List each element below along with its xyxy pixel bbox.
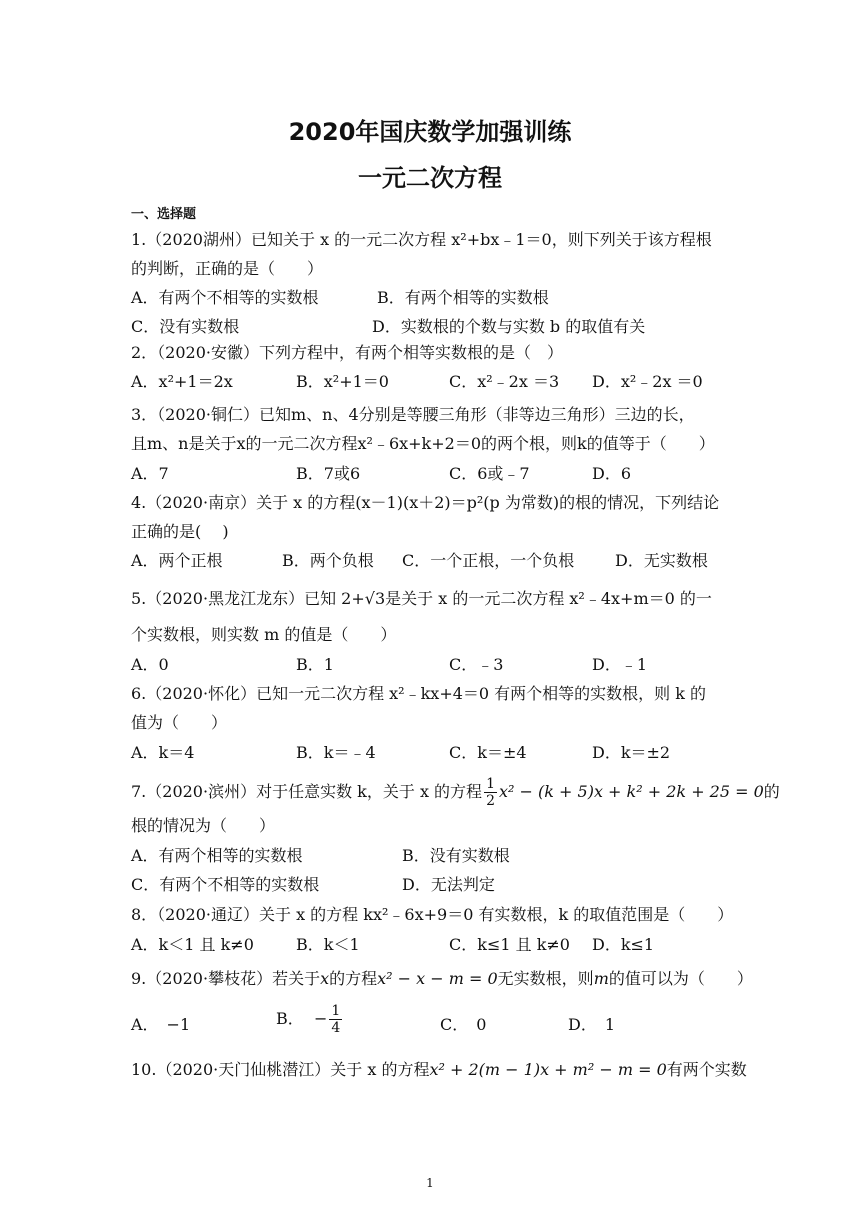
question-6-option-c: C．k＝±4 — [449, 743, 527, 762]
question-7-suffix: 的 — [763, 782, 780, 801]
question-2-line-1: 2．（2020·安徽）下列方程中，有两个相等实数根的是（ ） — [131, 343, 563, 362]
question-5-option-a: A．0 — [131, 655, 169, 674]
question-7-option-d: D．无法判定 — [402, 875, 495, 894]
question-9-suffix: 的值可以为（ ） — [608, 969, 753, 988]
question-2-option-c: C．x²﹣2x ＝3 — [449, 372, 560, 391]
question-6-option-b: B．k＝﹣4 — [296, 743, 376, 762]
question-5-line-1: 5.（2020·黑龙江龙东）已知 2+√3是关于 x 的一元二次方程 x²﹣4x+m＝0 的一 — [131, 589, 712, 608]
question-9-line-1 — [131, 969, 753, 989]
question-4-option-b: B．两个负根 — [282, 551, 374, 570]
question-10-suffix: 有两个实数 — [666, 1060, 747, 1079]
question-8-line-1: 8．（2020·通辽）关于 x 的方程 kx²﹣6x+9＝0 有实数根，k 的取值范围是（ ） — [131, 905, 734, 924]
question-7-line-2: 根的情况为（ ） — [131, 816, 276, 835]
question-9-option-b — [276, 1003, 344, 1036]
question-1-option-a: A．有两个不相等的实数根 — [131, 288, 319, 307]
question-1-line-2: 的判断，正确的是（ ） — [131, 259, 324, 278]
fraction-numerator: 1 — [331, 1003, 341, 1019]
fraction-one-quarter — [329, 1003, 342, 1036]
question-9-option-c: C． 0 — [440, 1015, 487, 1034]
question-5-line-2: 个实数根，则实数 m 的值是（ ） — [131, 625, 397, 644]
question-3-line-1: 3．（2020·铜仁）已知m、n、4分别是等腰三角形（非等边三角形）三边的长， — [131, 405, 695, 424]
question-4-line-1: 4.（2020·南京）关于 x 的方程(x－1)(x＋2)＝p²(p 为常数)的根的情况，下列结论 — [131, 493, 720, 512]
question-6-option-a: A．k＝4 — [131, 743, 195, 762]
option-b-label: B． — [276, 1009, 304, 1028]
question-1-option-b: B．有两个相等的实数根 — [377, 288, 549, 307]
fraction-denominator: 2 — [486, 793, 495, 809]
question-10-line-1 — [131, 1060, 747, 1080]
question-5-option-b: B．1 — [296, 655, 334, 674]
question-9-stem: 9.（2020·攀枝花）若关于 — [131, 969, 321, 988]
question-2-option-d: D．x²﹣2x ＝0 — [592, 372, 703, 391]
section-heading: 一、选择题 — [131, 207, 197, 222]
question-3-option-b: B．7或6 — [296, 464, 361, 483]
question-3-line-2: 且m、n是关于x的一元二次方程x²﹣6x+k+2＝0的两个根，则k的值等于（ ） — [131, 434, 715, 453]
question-2-option-a: A．x²+1＝2x — [131, 372, 233, 391]
question-7-option-a: A．有两个相等的实数根 — [131, 846, 303, 865]
question-9-mid-2: 无实数根，则 — [497, 969, 594, 988]
question-10-equation: x² + 2(m − 1)x + m² − m = 0 — [429, 1060, 667, 1079]
question-6-line-2: 值为（ ） — [131, 713, 228, 732]
question-8-option-d: D．k≤1 — [592, 935, 655, 954]
question-4-option-a: A．两个正根 — [131, 551, 223, 570]
question-9-option-a: A． −1 — [131, 1015, 191, 1034]
question-4-option-d: D．无实数根 — [615, 551, 708, 570]
question-7-option-b: B．没有实数根 — [402, 846, 510, 865]
question-6-option-d: D．k＝±2 — [592, 743, 671, 762]
question-1-option-d: D．实数根的个数与实数 b 的取值有关 — [372, 317, 646, 336]
variable-x: x — [320, 969, 330, 988]
question-9-equation: x² − x − m = 0 — [377, 969, 498, 988]
question-1-option-c: C．没有实数根 — [131, 317, 240, 336]
question-5-option-c: C．﹣3 — [449, 655, 504, 674]
question-1-line-1: 1.（2020湖州）已知关于 x 的一元二次方程 x²+bx﹣1＝0，则下列关于该方程根 — [131, 230, 712, 249]
question-4-option-c: C．一个正根，一个负根 — [402, 551, 575, 570]
question-3-option-a: A．7 — [131, 464, 169, 483]
question-4-line-2: 正确的是( ) — [131, 522, 229, 541]
fraction-denominator: 4 — [331, 1020, 341, 1036]
page-title: 2020年国庆数学加强训练 — [288, 118, 572, 146]
question-6-line-1: 6.（2020·怀化）已知一元二次方程 x²﹣kx+4＝0 有两个相等的实数根，则 k 的 — [131, 684, 707, 703]
page-number: 1 — [426, 1176, 434, 1190]
question-2-option-b: B．x²+1＝0 — [296, 372, 389, 391]
question-3-option-d: D．6 — [592, 464, 632, 483]
variable-m: m — [593, 969, 609, 988]
question-8-option-a: A．k＜1 且 k≠0 — [131, 935, 254, 954]
question-10-stem: 10.（2020·天门仙桃潜江）关于 x 的方程 — [131, 1060, 430, 1079]
question-9-mid: 的方程 — [329, 969, 378, 988]
negative-sign: − — [313, 1009, 328, 1028]
question-8-option-c: C．k≤1 且 k≠0 — [449, 935, 570, 954]
question-7-stem: 7.（2020·滨州）对于任意实数 k，关于 x 的方程 — [131, 782, 483, 801]
fraction-one-half — [484, 776, 497, 809]
question-7-equation: x² − (k + 5)x + k² + 2k + 25 = 0 — [498, 782, 764, 801]
question-5-option-d: D．﹣1 — [592, 655, 648, 674]
page-subtitle: 一元二次方程 — [358, 164, 502, 192]
question-7-line-1 — [131, 776, 780, 809]
question-9-option-d: D． 1 — [568, 1015, 616, 1034]
question-7-option-c: C．有两个不相等的实数根 — [131, 875, 320, 894]
question-8-option-b: B．k＜1 — [296, 935, 360, 954]
question-3-option-c: C．6或﹣7 — [449, 464, 530, 483]
fraction-numerator: 1 — [486, 776, 495, 792]
